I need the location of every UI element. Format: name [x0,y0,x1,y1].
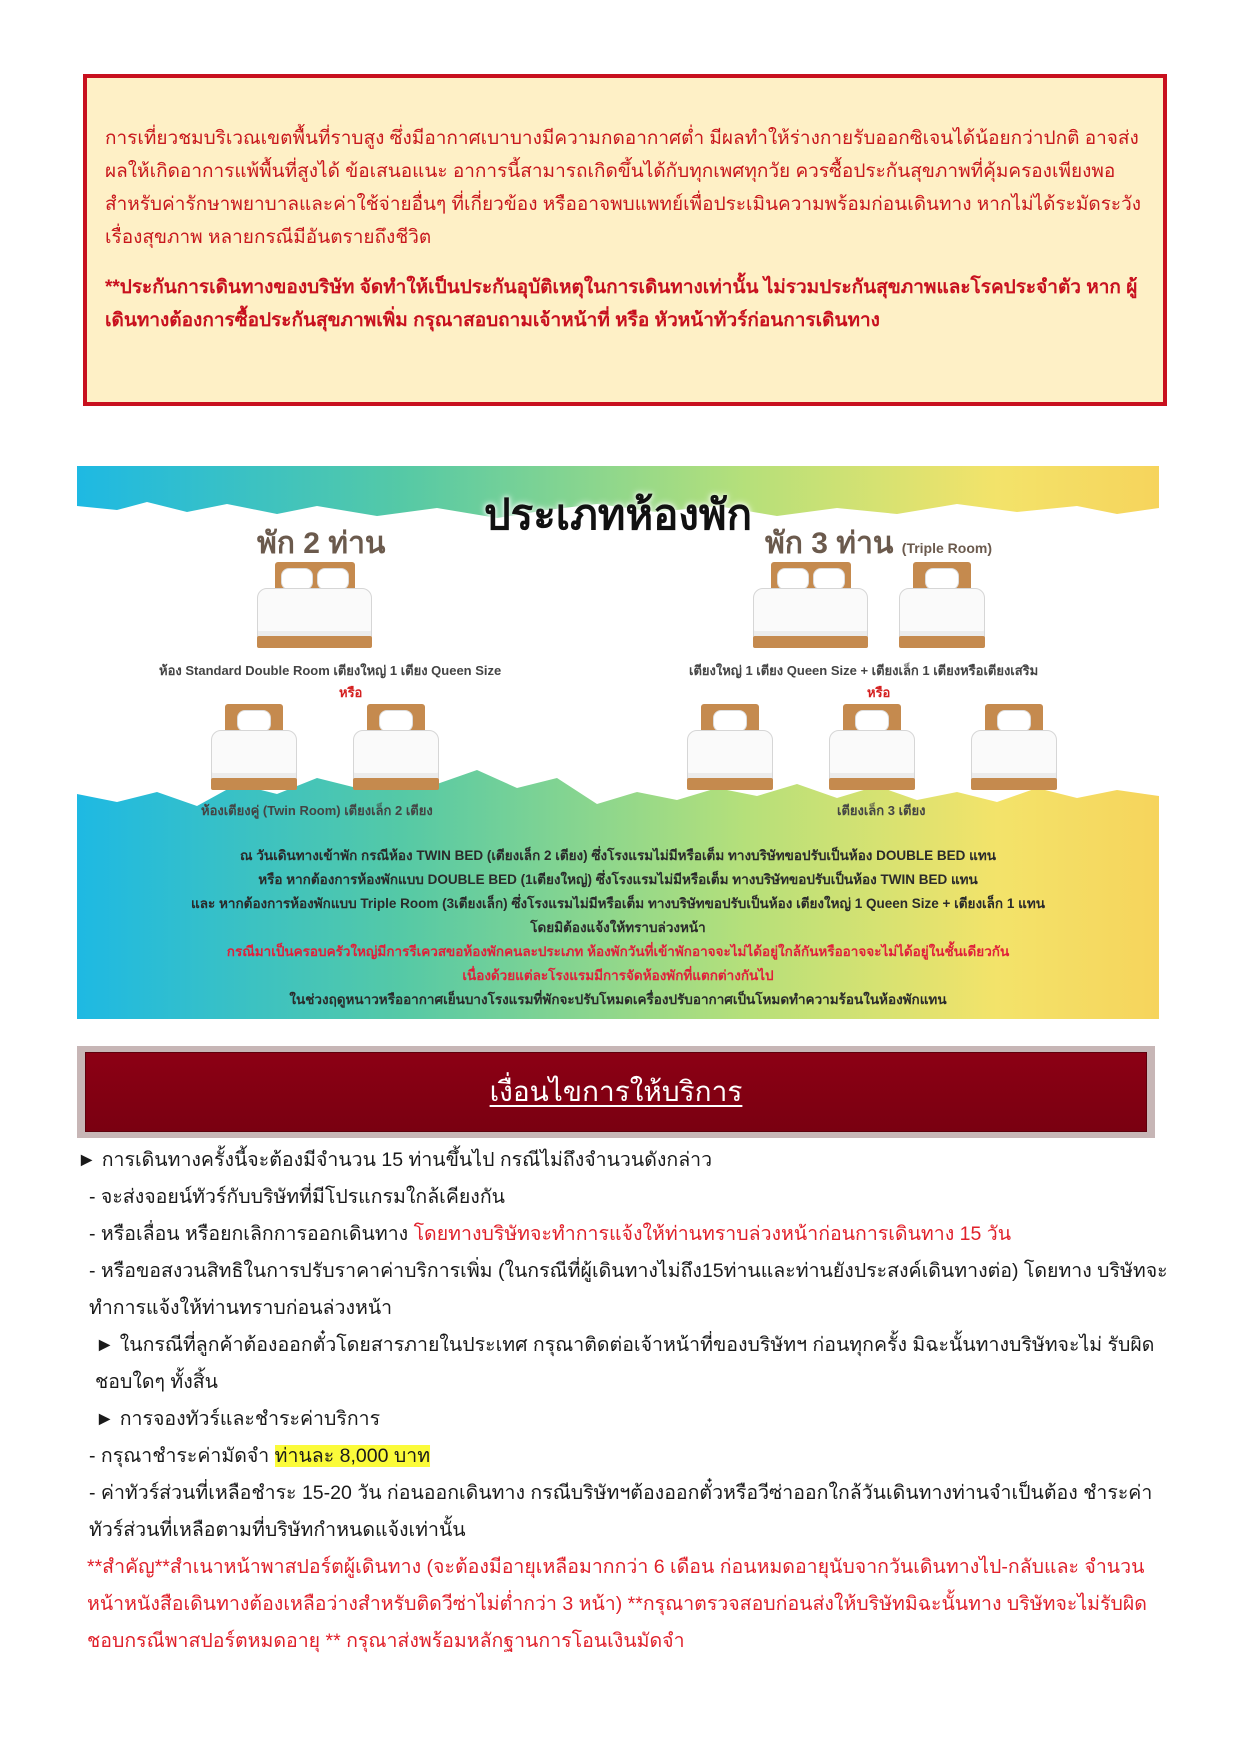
double-or: หรือ [339,685,363,700]
condition-item: - ค่าทัวร์ส่วนที่เหลือชำระ 15-20 วัน ก่อนออกเดินทาง กรณีบริษัทฯต้องออกตั๋วหรือวีซ่าออกใกล้วันเดินทางท่านจำเป็นต้อง ชำระค่าทัวร์ส่วนที่เหลือตามที่บริษัทกำหนดแจ้งเท่านั้น [89,1482,1153,1541]
triple-or: หรือ [867,685,891,700]
single-bed-icon [211,704,297,792]
room-note: และ หากต้องการห้องพักแบบ Triple Room (3เตียงเล็ก) ซึ่งโรงแรมไม่มีหรือเต็ม ทางบริษัทขอปรับเป็นห้อง เตียงใหญ่ 1 Queen Size + เตียงเล็ก 1 แทน [191,896,1045,911]
condition-item: ► การจองทัวร์และชำระค่าบริการ [95,1408,381,1430]
conditions-header-bar [85,1052,1147,1132]
insurance-note: **ประกันการเดินทางของบริษัท จัดทำให้เป็นประกันอุบัติเหตุในการเดินทางเท่านั้น ไม่รวมประกันสุขภาพและโรคประจำตัว หาก ผู้เดินทางต้องการซื้อประกันสุขภาพเพิ่ม กรุณาสอบถามเจ้าหน้าที่ หรือ หัวหน้าทัวร์ก่อนการเดินทาง [105,277,1138,331]
condition-text: - กรุณาชำระค่ามัดจำ [89,1445,275,1467]
condition-text-red: โดยทางบริษัทจะทำการแจ้งให้ท่านทราบล่วงหน้าก่อนการเดินทาง 15 วัน [413,1223,1012,1245]
triple-heading: พัก 3 ท่าน [765,527,894,560]
warning-paragraph: การเที่ยวชมบริเวณเขตพื้นที่ราบสูง ซึ่งมีอากาศเบาบางมีความกดอากาศต่ำ มีผลทำให้ร่างกายรับออกซิเจนได้น้อยกว่าปกติ อาจส่งผลให้เกิดอาการแพ้พื้นที่สูงได้ ข้อเสนอแนะ อาการนี้สามารถเกิดขึ้นได้กับทุกเพศทุกวัย ควรซื้อประกันสุขภาพที่คุ้มครองเพียงพอสำหรับค่ารักษาพยาบาลและค่าใช้จ่ายอื่นๆ ที่เกี่ยวข้อง หรืออาจพบแพทย์เพื่อประเมินความพร้อมก่อนเดินทาง หากไม่ได้ระมัดระวังเรื่องสุขภาพ หลายกรณีมีอันตรายถึงชีวิต [105,128,1142,248]
condition-text: - หรือเลื่อน หรือยกเลิกการออกเดินทาง [89,1223,414,1245]
passport-important-note: **สำคัญ**สำเนาหน้าพาสปอร์ตผู้เดินทาง (จะต้องมีอายุเหลือมากกว่า 6 เดือน ก่อนหมดอายุนับจากวันเดินทางไป-กลับและ จำนวนหน้าหนังสือเดินทางต้องเหลือว่างสำหรับติดวีซ่าไม่ต่ำกว่า 3 หน้า) **กรุณาตรวจสอบก่อนส่งให้บริษัทมิฉะนั้นทาง บริษัทจะไม่รับผิดชอบกรณีพาสปอร์ตหมดอายุ ** กรุณาส่งพร้อมหลักฐานการโอนเงินมัดจำ [87,1556,1147,1652]
double-caption-1: ห้อง Standard Double Room เตียงใหญ่ 1 เตียง Queen Size [159,663,502,678]
single-bed-icon [829,704,915,792]
room-notes [77,844,1159,1012]
condition-item [77,1216,1177,1253]
triple-heading-group [765,520,992,567]
condition-item [77,1438,1177,1475]
single-bed-icon [971,704,1057,792]
room-note-red: เนื่องด้วยแต่ละโรงแรมมีการจัดห้องพักที่แตกต่างกันไป [462,968,774,983]
warning-box [83,74,1167,406]
double-caption-2: ห้องเตียงคู่ (Twin Room) เตียงเล็ก 2 เตียง [201,803,433,818]
conditions-title: เงื่อนไขการให้บริการ [489,1076,743,1107]
room-note: ณ วันเดินทางเข้าพัก กรณีห้อง TWIN BED (เตียงเล็ก 2 เตียง) ซึ่งโรงแรมไม่มีหรือเต็ม ทางบริษัทขอปรับเป็นห้อง DOUBLE BED แทน [240,848,996,863]
room-note: ในช่วงฤดูหนาวหรืออากาศเย็นบางโรงแรมที่พักจะปรับโหมดเครื่องปรับอากาศเป็นโหมดทำความร้อนในห้องพักแทน [289,992,947,1007]
room-note: หรือ หากต้องการห้องพักแบบ DOUBLE BED (1เตียงใหญ่) ซึ่งโรงแรมไม่มีหรือเต็ม ทางบริษัทขอปรับเป็นห้อง TWIN BED แทน [258,872,978,887]
double-heading: พัก 2 ท่าน [257,527,386,560]
triple-caption-1: เตียงใหญ่ 1 เตียง Queen Size + เตียงเล็ก 1 เตียงหรือเตียงเสริม [689,663,1039,678]
deposit-amount-highlight: ท่านละ 8,000 บาท [274,1445,431,1467]
single-bed-icon [353,704,439,792]
condition-item: ► การเดินทางครั้งนี้จะต้องมีจำนวน 15 ท่านขึ้นไป กรณีไม่ถึงจำนวนดังกล่าว [77,1149,713,1171]
condition-item: - หรือขอสงวนสิทธิในการปรับราคาค่าบริการเพิ่ม (ในกรณีที่ผู้เดินทางไม่ถึง15ท่านและท่านยังประสงค์เดินทางต่อ) โดยทาง บริษัทจะทำการแจ้งให้ท่านทราบก่อนล่วงหน้า [89,1260,1168,1319]
room-note: โดยมิต้องแจ้งให้ทราบล่วงหน้า [530,920,706,935]
condition-item: ► ในกรณีที่ลูกค้าต้องออกตั๋วโดยสารภายในประเทศ กรุณาติดต่อเจ้าหน้าที่ของบริษัทฯ ก่อนทุกครั้ง มิฉะนั้นทางบริษัทจะไม่ รับผิดชอบใดๆ ทั้งสิ้น [95,1334,1155,1393]
conditions-header [77,1046,1155,1138]
room-types-banner [77,466,1159,1019]
conditions-body [77,1142,1177,1660]
queen-bed-icon [257,562,372,650]
single-bed-icon [899,562,985,650]
condition-item: - จะส่งจอยน์ทัวร์กับบริษัทที่มีโปรแกรมใกล้เคียงกัน [89,1186,505,1208]
single-bed-icon [687,704,773,792]
queen-bed-icon [753,562,868,650]
triple-caption-2: เตียงเล็ก 3 เตียง [837,803,926,818]
room-note-red: กรณีมาเป็นครอบครัวใหญ่มีการรีเควสขอห้องพักคนละประเภท ห้องพักวันที่เข้าพักอาจจะไม่ได้อยู่ใกล้กันหรืออาจจะไม่ได้อยู่ในชั้นเดียวกัน [226,944,1010,959]
triple-subheading: (Triple Room) [901,540,993,556]
banner-title: ประเภทห้องพัก [483,491,753,538]
